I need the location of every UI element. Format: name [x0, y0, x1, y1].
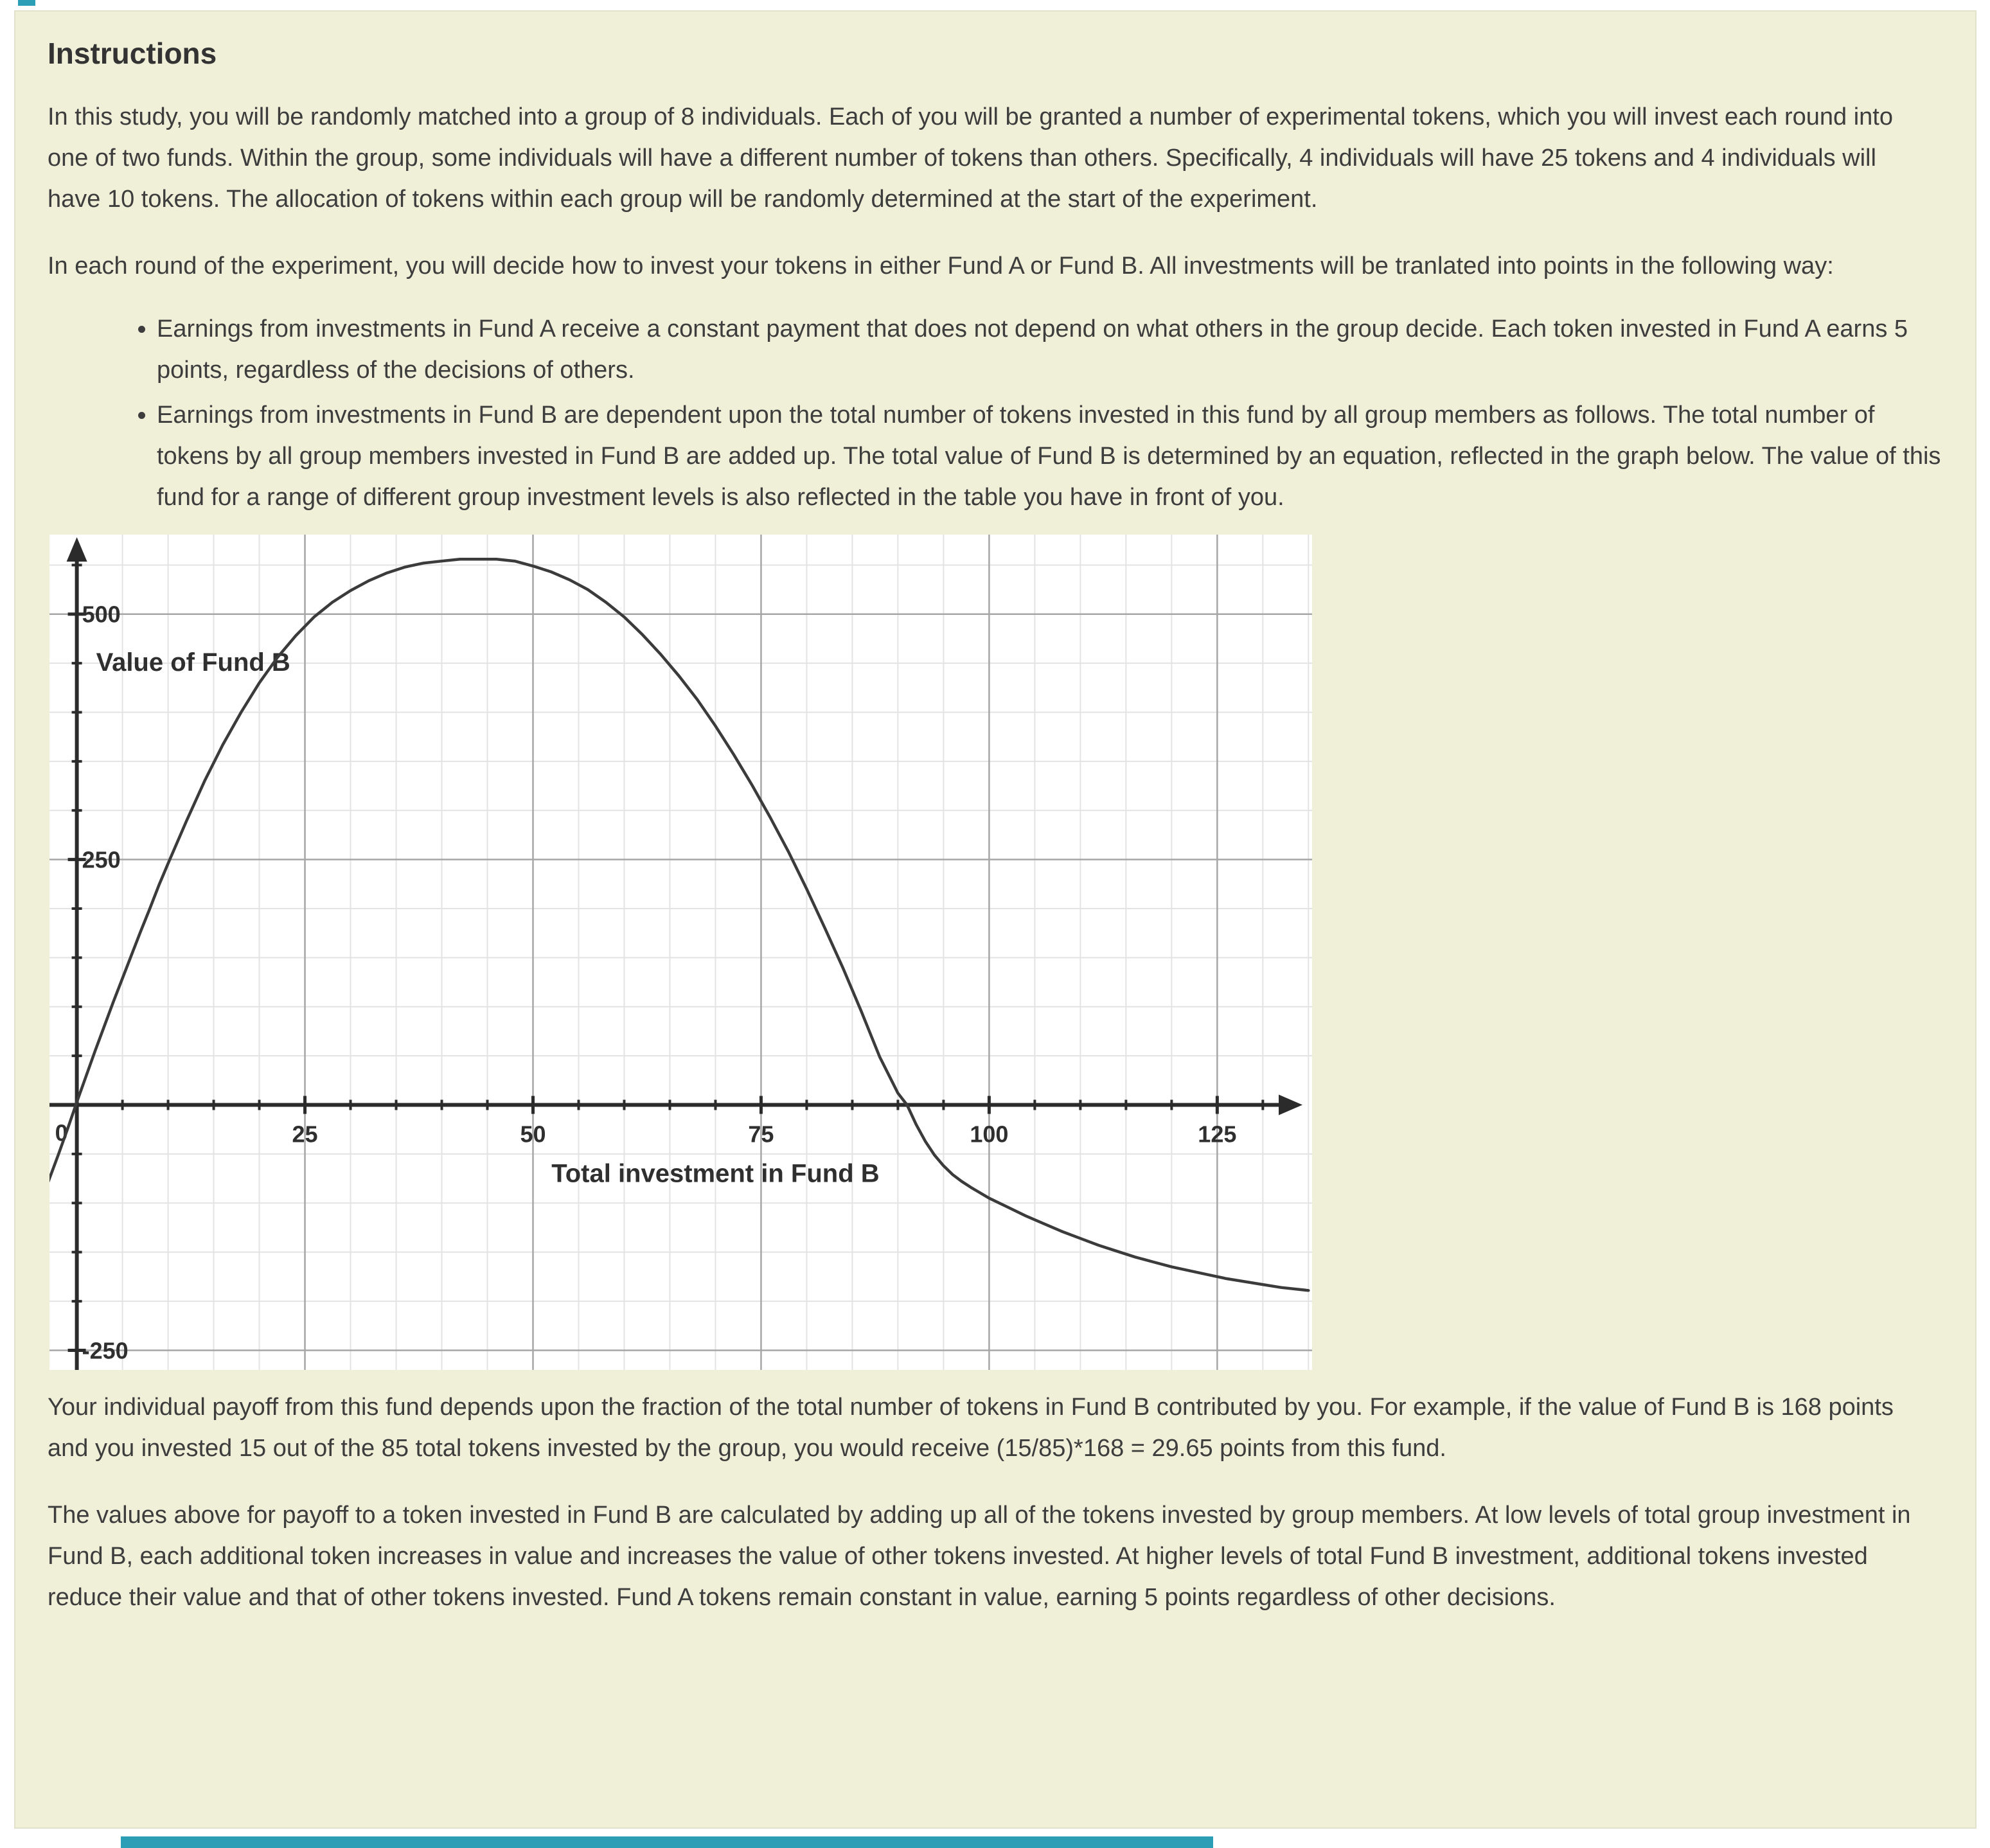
- origin-tick-label: 0: [55, 1119, 68, 1146]
- fund-b-rule: • Earnings from investments in Fund B are dependent upon the total number of tokens invested in this fund by all group members as follows. The total number of tokens by all group members invested in Fund B are added up. The total value of Fund B is determined by an equation, reflected in the graph below. The value of this fund for a range of different group investment levels is also reflected in the table you have in front of you.: [157, 395, 1943, 518]
- x-tick-label: 125: [1198, 1121, 1237, 1148]
- rounds-paragraph: In each round of the experiment, you will decide how to invest your tokens in either Fund A or Fund B. All investments will be tranlated into points in the following way:: [48, 253, 1834, 280]
- x-axis-title: Total investment in Fund B: [551, 1159, 880, 1188]
- instructions-card: [14, 10, 1977, 1829]
- x-tick-label: 25: [292, 1121, 318, 1148]
- payoff-paragraph: Your individual payoff from this fund depends upon the fraction of the total number of tokens in Fund B contributed by you. For example, if the value of Fund B is 168 points and you invested 15 out of the 85 total tokens invested by the group, you would receive (15/85)*168 = 29.65 points from this fund.: [48, 1394, 1894, 1462]
- x-tick-label: 50: [520, 1121, 546, 1148]
- x-tick-label: 100: [970, 1121, 1009, 1148]
- y-tick-label: -250: [82, 1337, 129, 1364]
- intro-paragraph: In this study, you will be randomly matched into a group of 8 individuals. Each of you will be granted a number of experimental tokens, which you will invest each round into one of two funds. Within the group, some individuals will have a different number of tokens than others. Specifically, 4 individuals will have 25 tokens and 4 individuals will have 10 tokens. The allocation of tokens within each group will be randomly determined at the start of the experiment.: [48, 103, 1893, 213]
- fund-b-value-chart: [49, 535, 1312, 1370]
- teal-fragment-top: [18, 0, 35, 6]
- fund-rules-list: [48, 308, 1943, 518]
- calculation-paragraph: The values above for payoff to a token invested in Fund B are calculated by adding up all of the tokens invested by group members. At low levels of total group investment in Fund B, each additional token increases in value and increases the value of other tokens invested. At higher levels of total Fund B investment, additional tokens invested reduce their value and that of other tokens invested. Fund A tokens remain constant in value, earning 5 points regardless of other decisions.: [48, 1502, 1911, 1611]
- y-axis-title: Value of Fund B: [96, 648, 290, 677]
- y-tick-label: 500: [82, 601, 121, 628]
- x-tick-label: 75: [748, 1121, 774, 1148]
- y-tick-label: 250: [82, 846, 121, 873]
- fund-b-value-chart-svg: [49, 535, 1312, 1370]
- page-title: Instructions: [48, 37, 217, 70]
- fund-a-rule: • Earnings from investments in Fund A receive a constant payment that does not depend on what others in the group decide. Each token invested in Fund A earns 5 points, regardless of the decisions of others.: [157, 308, 1943, 391]
- teal-bar-bottom: [121, 1836, 1213, 1848]
